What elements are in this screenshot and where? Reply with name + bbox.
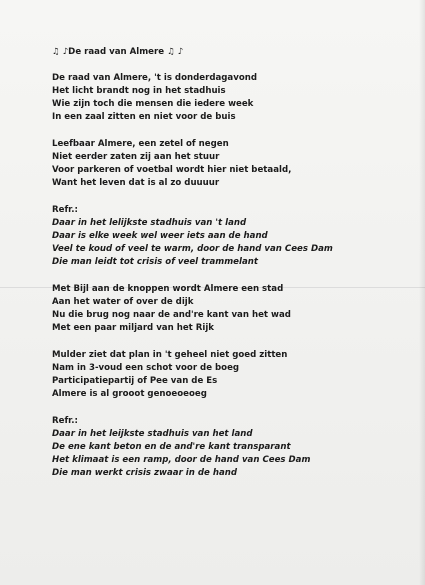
lyric-line: Met een paar miljard van het Rijk bbox=[52, 323, 214, 334]
lyric-line: Almere is al grooot genoeoeoeg bbox=[52, 389, 207, 400]
song-title: ♫ ♪De raad van Almere ♫ ♪ bbox=[52, 47, 184, 57]
lyric-line: Die man werkt crisis zwaar in de hand bbox=[52, 468, 238, 479]
stanza-4 bbox=[52, 349, 412, 401]
lyric-line: De ene kant beton en de and're kant transparant bbox=[52, 442, 291, 453]
lyric-line: Daar is elke week wel weer iets aan de hand bbox=[52, 231, 268, 242]
stanza-2 bbox=[52, 138, 412, 190]
lyric-line: Aan het water of over de dijk bbox=[52, 297, 194, 308]
lyric-line: In een zaal zitten en niet voor de buis bbox=[52, 112, 236, 123]
lyric-line: Het licht brandt nog in het stadhuis bbox=[52, 86, 226, 97]
lyric-line: Leefbaar Almere, een zetel of negen bbox=[52, 139, 229, 150]
lyric-line: Mulder ziet dat plan in 't geheel niet goed zitten bbox=[52, 350, 288, 361]
lyric-line: Want het leven dat is al zo duuuur bbox=[52, 178, 220, 189]
refrain-1 bbox=[52, 204, 412, 269]
lyric-line: Met Bijl aan de knoppen wordt Almere een stad bbox=[52, 284, 284, 295]
lyric-line: De raad van Almere, 't is donderdagavond bbox=[52, 73, 257, 84]
lyric-line: Participatiepartij of Pee van de Es bbox=[52, 376, 218, 387]
lyric-line: Nu die brug nog naar de and're kant van het wad bbox=[52, 310, 291, 321]
refrain-label: Refr.: bbox=[52, 205, 78, 216]
lyric-line: Niet eerder zaten zij aan het stuur bbox=[52, 152, 220, 163]
stanza-3 bbox=[52, 283, 412, 335]
lyrics-document bbox=[52, 46, 412, 494]
refrain-2 bbox=[52, 415, 412, 480]
paper-edge-shadow bbox=[419, 0, 425, 585]
lyric-line: Wie zijn toch die mensen die iedere week bbox=[52, 99, 254, 110]
lyric-line: Daar in het lelijkste stadhuis van 't land bbox=[52, 218, 247, 229]
refrain-label: Refr.: bbox=[52, 416, 78, 427]
stanza-1 bbox=[52, 72, 412, 124]
lyric-line: Veel te koud of veel te warm, door de hand van Cees Dam bbox=[52, 244, 333, 255]
lyric-line: Daar in het leijkste stadhuis van het land bbox=[52, 429, 253, 440]
lyric-line: Voor parkeren of voetbal wordt hier niet betaald, bbox=[52, 165, 292, 176]
lyric-line: Die man leidt tot crisis of veel trammelant bbox=[52, 257, 258, 268]
lyric-line: Nam in 3-voud een schot voor de boeg bbox=[52, 363, 240, 374]
lyric-line: Het klimaat is een ramp, door de hand van Cees Dam bbox=[52, 455, 311, 466]
